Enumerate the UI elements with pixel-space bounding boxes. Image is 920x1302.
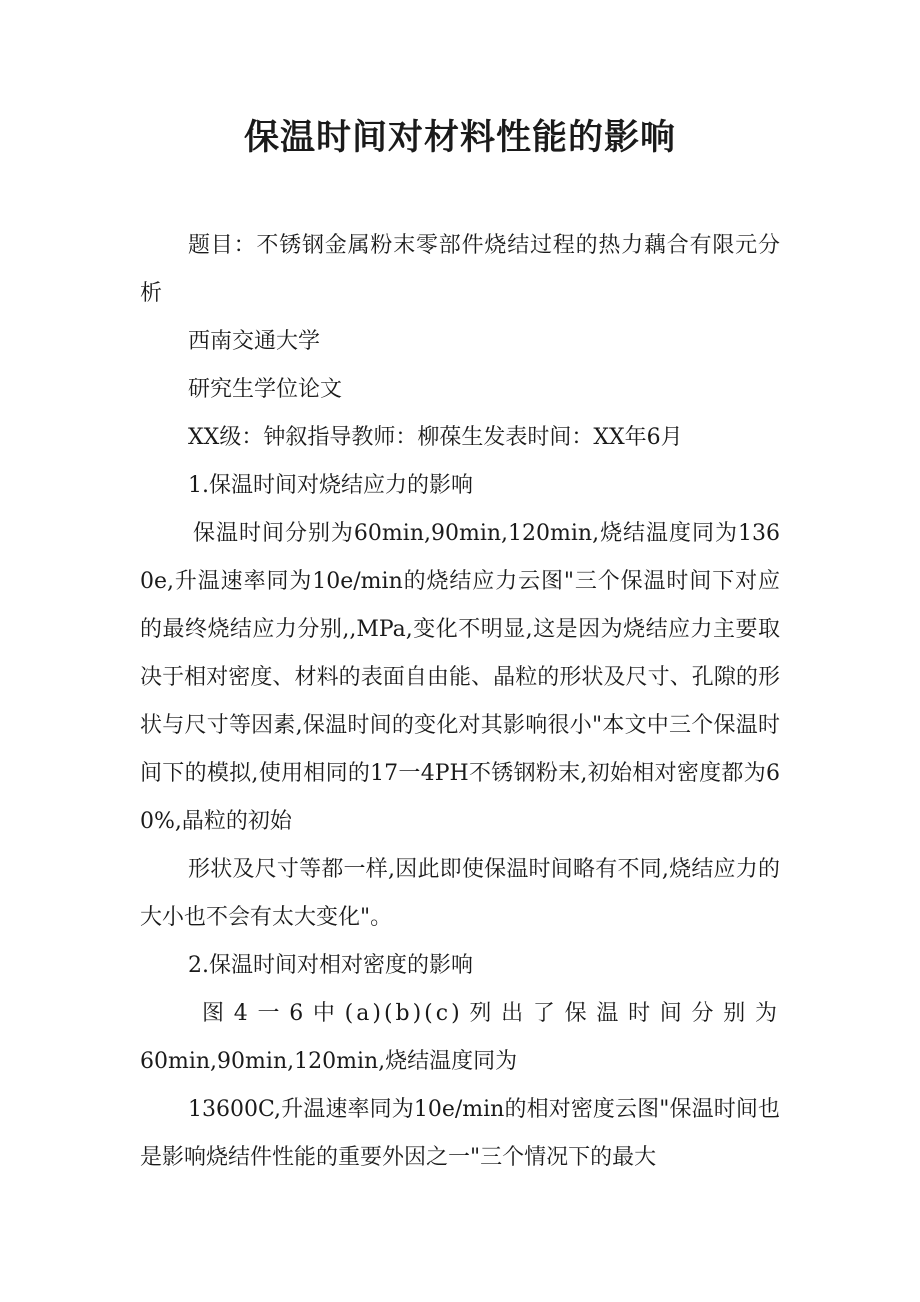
- section-2-figure-line: 图4一6中(a)(b)(c)列出了保温时间分别为: [202, 1001, 780, 1026]
- section-2-figure-line-continued: 60min,90min,120min,烧结温度同为: [140, 1049, 518, 1074]
- section-1-paragraph-continued: 形状及尺寸等都一样,因此即使保温时间略有不同,烧结应力的大小也不会有太大变化"。: [140, 857, 780, 930]
- document-body: [140, 222, 780, 1182]
- section-heading-1: 1.保温时间对烧结应力的影响: [188, 473, 473, 498]
- section-1-paragraph: 保温时间分别为60min,90min,120min,烧结温度同为1360e,升温速率同为10e/min的烧结应力云图"三个保温时间下对应的最终烧结应力分别,,MPa,变化不明显,这是因为烧结应力主要取决于相对密度、材料的表面自由能、晶粒的形状及尺寸、孔隙的形状与尺寸等因素,保温时间的变化对其影响很小"本文中三个保温时间下的模拟,使用相同的17一4PH不锈钢粉末,初始相对密度都为60%,晶粒的初始: [140, 521, 780, 834]
- university-name: 西南交通大学: [188, 329, 321, 354]
- section-2-paragraph: 13600C,升温速率同为10e/min的相对密度云图"保温时间也是影响烧结件性能的重要外因之一"三个情况下的最大: [140, 1097, 780, 1170]
- thesis-topic: 题目：不锈钢金属粉末零部件烧结过程的热力藕合有限元分析: [140, 233, 780, 306]
- section-heading-2: 2.保温时间对相对密度的影响: [188, 953, 473, 978]
- author-info: XX级：钟叙指导教师：柳葆生发表时间：XX年6月: [188, 425, 683, 450]
- thesis-type: 研究生学位论文: [188, 377, 343, 402]
- document-title: 保温时间对材料性能的影响: [243, 117, 676, 158]
